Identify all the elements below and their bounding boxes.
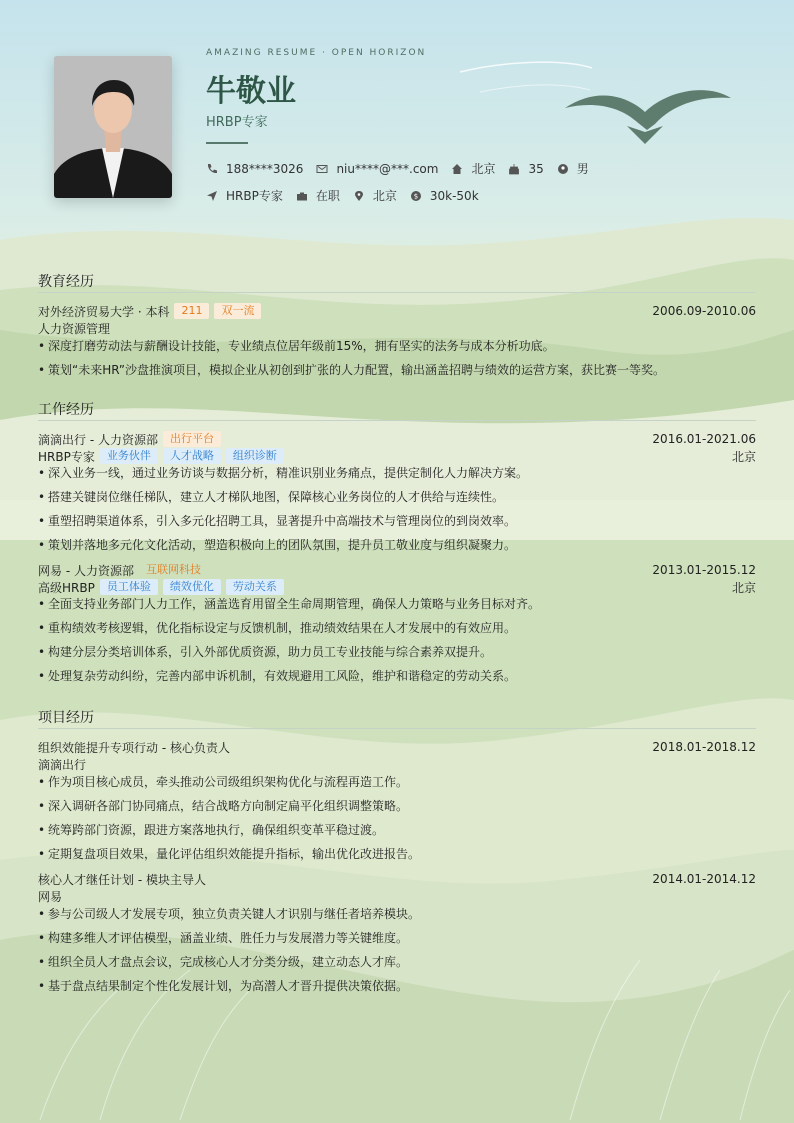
avatar-portrait [54,56,172,198]
project-company: 网易 [38,889,63,904]
location-item [451,160,495,177]
skill-tag: 人才战略 [163,448,221,464]
job-date: 2016.01-2021.06 [652,432,756,446]
company-name: 网易 - 人力资源部 [38,563,134,578]
education-section [38,272,756,386]
school-tag: 211 [174,303,209,319]
company-name: 滴滴出行 - 人力资源部 [38,432,158,447]
contact-row [206,160,602,177]
project-date: 2018.01-2018.12 [652,740,756,754]
list-item: • 基于盘点结果制定个性化发展计划，为高潜人才晋升提供决策依据。 [38,978,756,1002]
job-bullets [38,465,756,561]
skill-tag: 员工体验 [100,579,158,595]
target-role-item [206,187,283,204]
skill-tag: 劳动关系 [226,579,284,595]
section-title: 教育经历 [38,272,756,293]
role-row [38,579,756,595]
project-bullets [38,906,756,1002]
target-city-item [353,187,397,204]
list-item: • 组织全员人才盘点会议，完成核心人才分类分级，建立动态人才库。 [38,954,756,978]
list-item: • 参与公司级人才发展专项，独立负责关键人才识别与继任者培养模块。 [38,906,756,930]
project-entry-header [38,870,756,888]
status-item [296,187,340,204]
school-name: 对外经济贸易大学 · 本科 [38,304,170,319]
resume-tagline: AMAZING RESUME · OPEN HORIZON [206,48,427,58]
projects-section [38,708,756,1002]
work-section [38,400,756,692]
status-text: 在职 [315,189,340,203]
candidate-title: HRBP专家 [206,115,268,130]
job-bullets [38,596,756,692]
map-pin-icon [353,190,365,202]
industry-tag: 互联网科技 [145,563,201,576]
candidate-name: 牛敬业 [206,74,296,109]
briefcase-icon [296,190,308,202]
job-city: 北京 [731,580,756,595]
list-item: • 处理复杂劳动纠纷，完善内部申诉机制，有效规避用工风险，维护和谐稳定的劳动关系。 [38,668,756,692]
money-icon [410,190,422,202]
list-item: • 重构绩效考核逻辑，优化指标设定与反馈机制，推动绩效结果在人才发展中的有效应用。 [38,620,756,644]
target-city-text: 北京 [372,189,397,203]
job-entry-header [38,430,756,448]
list-item: • 搭建关键岗位继任梯队，建立人才梯队地图，保障核心业务岗位的人才供给与连续性。 [38,489,756,513]
major-name: 人力资源管理 [38,321,111,336]
phone-text: 188****3026 [226,161,304,176]
list-item: • 重塑招聘渠道体系，引入多元化招聘工具，显著提升中高端技术与管理岗位的到岗效率。 [38,513,756,537]
list-item: • 构建分层分类培训体系，引入外部优质资源，助力员工专业技能与综合素养双提升。 [38,644,756,668]
email-text: niu****@***.com [336,161,439,176]
title-divider [206,142,248,144]
gender-text: 男 [576,162,589,176]
skill-tag: 业务伙伴 [100,448,158,464]
school-tag: 双一流 [214,303,261,319]
project-name: 组织效能提升专项行动 - 核心负责人 [38,740,230,755]
phone-item [206,162,303,176]
user-circle-icon [557,163,569,175]
profile-photo [54,56,172,198]
bird-logo-icon [565,82,731,146]
project-company-row [38,756,756,772]
salary-text: 30k-50k [429,188,479,203]
gender-item [557,160,589,177]
job-intent-row [206,187,492,204]
list-item: • 统筹跨部门资源，跟进方案落地执行，确保组织变革平稳过渡。 [38,822,756,846]
role-row [38,448,756,464]
major-row [38,320,756,336]
project-company: 滴滴出行 [38,757,87,772]
job-role: 高级HRBP [38,580,95,595]
section-title: 项目经历 [38,708,756,729]
project-company-row [38,888,756,904]
send-icon [206,190,218,202]
project-bullets [38,774,756,870]
list-item: • 作为项目核心成员，牵头推动公司级组织架构优化与流程再造工作。 [38,774,756,798]
email-item [316,162,438,176]
list-item: • 策划并落地多元化文化活动，塑造积极向上的团队氛围，提升员工敬业度与组织凝聚力。 [38,537,756,561]
skill-tag: 绩效优化 [163,579,221,595]
job-date: 2013.01-2015.12 [652,563,756,577]
svg-text:$: $ [413,192,419,201]
education-date: 2006.09-2010.06 [652,304,756,318]
education-entry-header [38,302,756,320]
project-date: 2014.01-2014.12 [652,872,756,886]
age-text: 35 [528,161,544,176]
section-title: 工作经历 [38,400,756,421]
list-item: • 全面支持业务部门人力工作，涵盖选育用留全生命周期管理，确保人力策略与业务目标对齐。 [38,596,756,620]
skill-tag: 组织诊断 [226,448,284,464]
job-city: 北京 [731,449,756,464]
list-item: • 构建多维人才评估模型，涵盖业绩、胜任力与发展潜力等关键维度。 [38,930,756,954]
education-bullets [38,338,756,386]
project-entry-header [38,738,756,756]
cake-icon [508,163,520,175]
list-item: • 策划“未来HR”沙盘推演项目，模拟企业从初创到扩张的人力配置，输出涵盖招聘与绩效的运营方案，获比赛一等奖。 [38,362,756,386]
phone-icon [206,163,218,175]
list-item: • 深入业务一线，通过业务访谈与数据分析，精准识别业务痛点，提供定制化人力解决方案。 [38,465,756,489]
location-text: 北京 [471,162,496,176]
list-item: • 深入调研各部门协同痛点，结合战略方向制定扁平化组织调整策略。 [38,798,756,822]
job-role: HRBP专家 [38,449,95,464]
salary-item [410,189,479,203]
target-role-text: HRBP专家 [226,189,283,203]
age-item [508,162,543,176]
job-entry-header [38,561,756,579]
list-item: • 定期复盘项目效果，量化评估组织效能提升指标，输出优化改进报告。 [38,846,756,870]
mail-icon [316,163,328,175]
home-icon [451,163,463,175]
project-name: 核心人才继任计划 - 模块主导人 [38,872,206,887]
list-item: • 深度打磨劳动法与薪酬设计技能，专业绩点位居年级前15%，拥有坚实的法务与成本分析功底。 [38,338,756,362]
industry-tag: 出行平台 [163,431,221,447]
